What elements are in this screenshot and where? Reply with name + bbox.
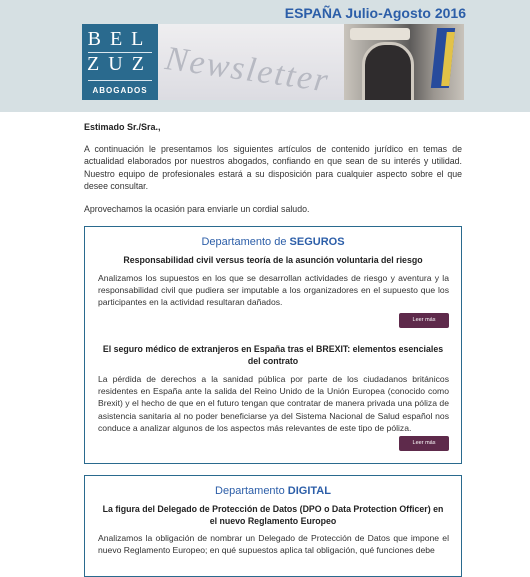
section-title-name: SEGUROS	[289, 236, 345, 248]
photo-doorway	[362, 42, 414, 100]
article-summary: Analizamos la obligación de nombrar un Delegado de Protección de Datos que impone el nuevo Reglamento Europeo; en qué supuestos aplica tal obligación, qué funciones debe	[98, 533, 449, 556]
section-title-prefix: Departamento de	[201, 236, 290, 248]
belzuz-logo[interactable]	[82, 24, 158, 100]
closing-text: Aprovechamos la ocasión para enviarle un cordial saludo.	[84, 204, 310, 214]
intro-paragraph: A continuación le presentamos los siguientes artículos de contenido jurídico en temas de actualidad elaborados por nuestros abogados, confiando en que sean de su interés y utilidad. Nuestro equipo de profesionales estará a su disposición para cualquier aspecto sobre el que desee consultar.	[84, 144, 462, 191]
article-title[interactable]: Responsabilidad civil versus teoría de la asunción voluntaria del riesgo	[123, 255, 423, 265]
section-title	[85, 236, 461, 248]
banner	[82, 24, 464, 100]
logo-line-3: ABOGADOS	[92, 86, 148, 95]
read-more-button[interactable]: Leer más	[399, 436, 449, 451]
edition-title: ESPAÑA Julio-Agosto 2016	[284, 5, 466, 21]
building-photo	[344, 24, 464, 100]
section-title	[85, 485, 461, 497]
greeting: Estimado Sr./Sra.,	[84, 122, 161, 132]
article-title[interactable]: La figura del Delegado de Protección de Datos (DPO o Data Protection Officer) en el nuevo Reglamento Europeo	[102, 504, 444, 526]
section-digital	[84, 475, 462, 577]
photo-ornament	[350, 28, 410, 40]
logo-divider	[88, 80, 152, 81]
article-title[interactable]: El seguro médico de extranjeros en España tras el BREXIT: elementos esenciales del contrato	[102, 344, 444, 366]
section-title-prefix: Departamento	[215, 485, 288, 497]
logo-line-2: ZUZ	[87, 53, 153, 75]
section-title-name: DIGITAL	[287, 485, 331, 497]
read-more-button[interactable]: Leer más	[399, 313, 449, 328]
section-seguros	[84, 226, 462, 464]
newsletter-banner-text: Newsletter	[162, 40, 332, 100]
article-summary: La pérdida de derechos a la sanidad pública por parte de los ciudadanos británicos residentes en España ante la salida del Reino Unido de la Unión Europea (conocido como Brexit) y el hecho de que en el futuro tengan que contratar de manera privada una póliza de asistencia sanitaria al no poder beneficiarse ya del Sistema Nacional de Salud español nos conduce a analizar algunos de los aspectos más relevantes de este tipo de póliza.	[98, 374, 449, 433]
article-summary: Analizamos los supuestos en los que se desarrollan actividades de riesgo y aventura y la responsabilidad civil que pudiera ser imputable a los organizadores en el supuesto que los participantes en la actividad resultaran dañados.	[98, 273, 449, 308]
logo-line-1: BEL	[87, 28, 153, 50]
newsletter-header	[0, 0, 530, 112]
